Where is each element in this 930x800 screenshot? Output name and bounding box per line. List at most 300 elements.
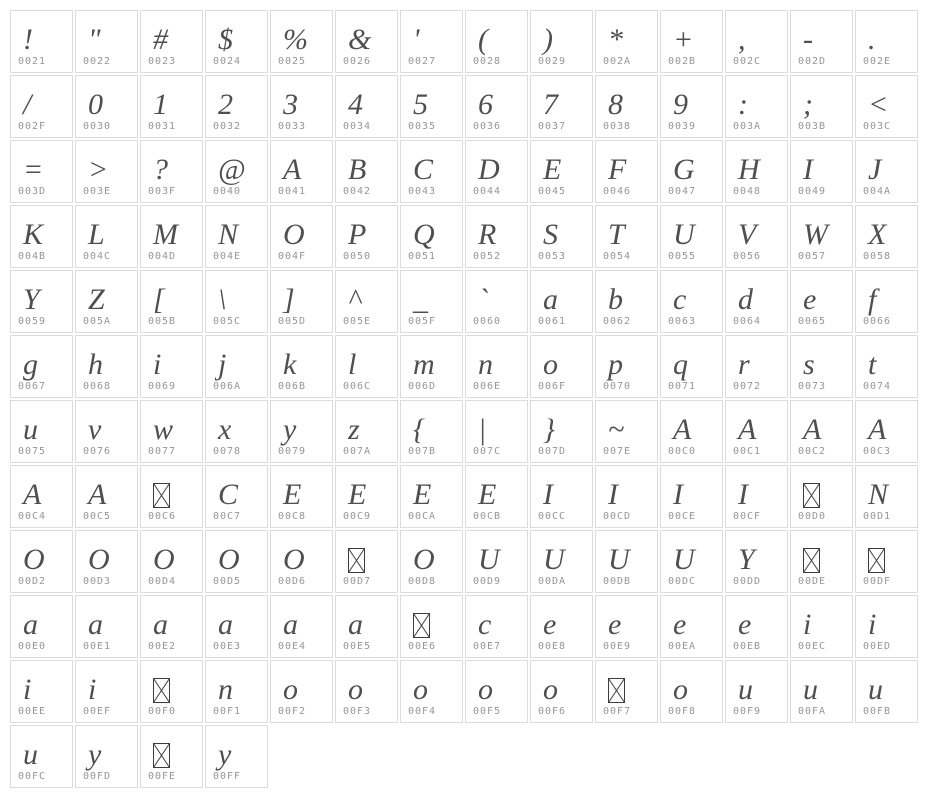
glyph: a (88, 608, 103, 641)
glyph-cell[interactable] (465, 660, 528, 723)
glyph-code: 00E7 (473, 641, 502, 652)
glyph-cell[interactable] (855, 205, 918, 268)
glyph-cell[interactable] (400, 595, 463, 658)
glyph-code: 006D (408, 381, 437, 392)
glyph-cell[interactable] (855, 335, 918, 398)
glyph-code: 00C5 (83, 511, 112, 522)
glyph-cell[interactable] (660, 75, 723, 138)
glyph-cell[interactable] (660, 595, 723, 658)
glyph-cell[interactable] (140, 660, 203, 723)
glyph-cell[interactable] (335, 400, 398, 463)
glyph-cell[interactable] (270, 465, 333, 528)
glyph-cell[interactable] (10, 400, 73, 463)
glyph-area (466, 11, 527, 55)
glyph-area (661, 401, 722, 445)
glyph-cell[interactable] (595, 595, 658, 658)
glyph-cell[interactable] (660, 530, 723, 593)
glyph-area (661, 141, 722, 185)
glyph-cell[interactable] (595, 335, 658, 398)
glyph-area (141, 271, 202, 315)
glyph-cell[interactable] (595, 660, 658, 723)
glyph-cell[interactable] (205, 465, 268, 528)
glyph-cell[interactable] (75, 400, 138, 463)
glyph-area (596, 466, 657, 510)
glyph: j (218, 348, 227, 381)
glyph-cell[interactable] (530, 335, 593, 398)
glyph-cell[interactable] (140, 205, 203, 268)
glyph: r (738, 348, 750, 381)
glyph-cell[interactable] (205, 205, 268, 268)
glyph-cell[interactable] (465, 595, 528, 658)
glyph: y (283, 413, 297, 446)
glyph-cell[interactable] (790, 530, 853, 593)
glyph-code: 00DA (538, 576, 567, 587)
glyph-area (336, 661, 397, 705)
glyph-cell[interactable] (205, 75, 268, 138)
glyph-area (791, 466, 852, 510)
glyph-cell[interactable] (335, 270, 398, 333)
glyph-cell[interactable] (270, 205, 333, 268)
glyph-area (661, 11, 722, 55)
glyph-code: 0033 (278, 121, 307, 132)
glyph: U (673, 543, 695, 576)
glyph-cell[interactable] (335, 75, 398, 138)
glyph: 8 (608, 88, 623, 121)
glyph: C (413, 153, 434, 186)
glyph: . (868, 23, 876, 56)
glyph-code: 0037 (538, 121, 567, 132)
glyph-code: 0030 (83, 121, 112, 132)
glyph-cell[interactable] (790, 660, 853, 723)
glyph-code: 005C (213, 316, 242, 327)
glyph-area (726, 206, 787, 250)
glyph-area (76, 726, 137, 770)
glyph-area (206, 661, 267, 705)
glyph-cell[interactable] (140, 465, 203, 528)
glyph-cell[interactable] (205, 725, 268, 788)
glyph-cell[interactable] (595, 530, 658, 593)
glyph-code: 002D (798, 56, 827, 67)
glyph-code: 0063 (668, 316, 697, 327)
glyph: k (283, 348, 297, 381)
glyph-code: 005F (408, 316, 437, 327)
glyph-cell[interactable] (465, 205, 528, 268)
glyph-code: 0023 (148, 56, 177, 67)
glyph-cell[interactable] (400, 75, 463, 138)
glyph-cell[interactable] (205, 335, 268, 398)
glyph-cell[interactable] (725, 335, 788, 398)
glyph-code: 0040 (213, 186, 242, 197)
glyph-code: 00FC (18, 771, 47, 782)
glyph-cell[interactable] (725, 660, 788, 723)
glyph-code: 0044 (473, 186, 502, 197)
glyph-code: 00F1 (213, 706, 242, 717)
glyph-area (76, 466, 137, 510)
glyph-cell[interactable] (75, 335, 138, 398)
glyph-cell[interactable] (10, 725, 73, 788)
glyph: E (543, 153, 562, 186)
glyph-cell[interactable] (335, 465, 398, 528)
glyph-area (336, 531, 397, 575)
glyph-area (11, 11, 72, 55)
glyph-code: 0039 (668, 121, 697, 132)
glyph-cell[interactable] (140, 335, 203, 398)
glyph: 3 (283, 88, 298, 121)
glyph-cell[interactable] (140, 530, 203, 593)
glyph-area (856, 11, 917, 55)
glyph-cell[interactable] (530, 270, 593, 333)
glyph-cell[interactable] (10, 205, 73, 268)
glyph-cell[interactable] (595, 140, 658, 203)
glyph-cell[interactable] (140, 270, 203, 333)
glyph-area (726, 531, 787, 575)
glyph-cell[interactable] (530, 205, 593, 268)
glyph-cell[interactable] (595, 75, 658, 138)
glyph-cell[interactable] (10, 465, 73, 528)
glyph: N (868, 478, 889, 511)
glyph-cell[interactable] (335, 205, 398, 268)
glyph-cell[interactable] (725, 400, 788, 463)
glyph-area (531, 76, 592, 120)
glyph-cell[interactable] (10, 335, 73, 398)
glyph: o (543, 348, 558, 381)
glyph-cell[interactable] (400, 660, 463, 723)
glyph: U (608, 543, 630, 576)
glyph-cell[interactable] (725, 270, 788, 333)
glyph-area (856, 661, 917, 705)
glyph-cell[interactable] (660, 400, 723, 463)
glyph-cell[interactable] (10, 530, 73, 593)
glyph: i (153, 348, 162, 381)
glyph-cell[interactable] (75, 660, 138, 723)
glyph-cell[interactable] (75, 595, 138, 658)
glyph-cell[interactable] (595, 10, 658, 73)
glyph-cell[interactable] (205, 10, 268, 73)
glyph-cell[interactable] (660, 660, 723, 723)
glyph-cell[interactable] (660, 270, 723, 333)
glyph-area (466, 661, 527, 705)
glyph: % (283, 23, 308, 56)
glyph-cell[interactable] (335, 10, 398, 73)
glyph-code: 006A (213, 381, 242, 392)
glyph-code: 003C (863, 121, 892, 132)
glyph-cell[interactable] (595, 205, 658, 268)
missing-glyph-box-icon (803, 483, 820, 508)
glyph-area (271, 206, 332, 250)
glyph-area (206, 531, 267, 575)
glyph-code: 006F (538, 381, 567, 392)
glyph: F (608, 153, 627, 186)
glyph-cell[interactable] (400, 530, 463, 593)
glyph-code: 0032 (213, 121, 242, 132)
glyph-area (531, 206, 592, 250)
glyph-cell[interactable] (725, 75, 788, 138)
glyph-cell[interactable] (790, 270, 853, 333)
glyph-cell[interactable] (400, 10, 463, 73)
glyph: 6 (478, 88, 493, 121)
glyph-cell[interactable] (205, 400, 268, 463)
glyph-cell[interactable] (400, 270, 463, 333)
glyph-area (596, 661, 657, 705)
glyph-cell[interactable] (270, 270, 333, 333)
glyph-cell[interactable] (400, 400, 463, 463)
glyph-code: 00C3 (863, 446, 892, 457)
glyph-cell[interactable] (270, 400, 333, 463)
glyph-cell[interactable] (140, 725, 203, 788)
glyph-cell[interactable] (10, 660, 73, 723)
glyph-code: 0067 (18, 381, 47, 392)
glyph-cell[interactable] (140, 75, 203, 138)
glyph-cell[interactable] (270, 595, 333, 658)
glyph-cell[interactable] (855, 400, 918, 463)
glyph: ) (543, 23, 553, 56)
glyph: D (478, 153, 500, 186)
glyph-area (401, 271, 462, 315)
glyph-area (401, 531, 462, 575)
glyph: O (283, 543, 305, 576)
glyph-code: 00C2 (798, 446, 827, 457)
glyph-cell[interactable] (660, 10, 723, 73)
glyph-code: 0058 (863, 251, 892, 262)
glyph-cell[interactable] (725, 205, 788, 268)
glyph-cell[interactable] (400, 205, 463, 268)
glyph-cell[interactable] (660, 465, 723, 528)
glyph: O (283, 218, 305, 251)
glyph-cell[interactable] (140, 140, 203, 203)
glyph: a (348, 608, 363, 641)
glyph-area (206, 271, 267, 315)
glyph-cell[interactable] (205, 530, 268, 593)
glyph-code: 007E (603, 446, 632, 457)
glyph: A (738, 413, 757, 446)
glyph-cell[interactable] (270, 530, 333, 593)
glyph-code: 00FA (798, 706, 827, 717)
glyph-cell[interactable] (270, 335, 333, 398)
glyph: ? (153, 153, 168, 186)
glyph-cell[interactable] (75, 465, 138, 528)
glyph: d (738, 283, 753, 316)
glyph: ' (413, 23, 420, 56)
glyph-cell[interactable] (10, 140, 73, 203)
glyph-code: 007A (343, 446, 372, 457)
glyph: Z (88, 283, 105, 316)
glyph-cell[interactable] (270, 660, 333, 723)
glyph-cell[interactable] (465, 400, 528, 463)
glyph-cell[interactable] (10, 270, 73, 333)
glyph-cell[interactable] (400, 465, 463, 528)
glyph-cell[interactable] (335, 140, 398, 203)
glyph-cell[interactable] (595, 270, 658, 333)
glyph-cell[interactable] (270, 10, 333, 73)
glyph-area (856, 76, 917, 120)
glyph-cell[interactable] (465, 270, 528, 333)
glyph-code: 0069 (148, 381, 177, 392)
glyph-area (531, 596, 592, 640)
glyph-cell[interactable] (855, 530, 918, 593)
glyph-cell[interactable] (75, 270, 138, 333)
glyph-area (596, 401, 657, 445)
glyph: p (608, 348, 623, 381)
glyph-area (206, 141, 267, 185)
glyph: A (88, 478, 107, 511)
glyph-cell[interactable] (855, 465, 918, 528)
glyph-cell[interactable] (790, 75, 853, 138)
glyph-cell[interactable] (530, 400, 593, 463)
glyph-code: 007C (473, 446, 502, 457)
glyph-cell[interactable] (855, 270, 918, 333)
glyph-cell[interactable] (465, 75, 528, 138)
glyph-code: 00C0 (668, 446, 697, 457)
glyph: U (543, 543, 565, 576)
glyph: i (868, 608, 877, 641)
glyph: O (413, 543, 435, 576)
glyph-code: 0027 (408, 56, 437, 67)
glyph-cell[interactable] (335, 335, 398, 398)
glyph-cell[interactable] (10, 10, 73, 73)
glyph: n (218, 673, 233, 706)
glyph: u (738, 673, 753, 706)
glyph-cell[interactable] (75, 75, 138, 138)
glyph-cell[interactable] (725, 595, 788, 658)
glyph-area (401, 596, 462, 640)
glyph: o (673, 673, 688, 706)
glyph-code: 00DB (603, 576, 632, 587)
glyph-cell[interactable] (660, 335, 723, 398)
glyph-cell[interactable] (270, 140, 333, 203)
glyph-cell[interactable] (595, 465, 658, 528)
glyph-area (141, 466, 202, 510)
glyph: a (23, 608, 38, 641)
glyph-area (856, 531, 917, 575)
glyph-code: 00CD (603, 511, 632, 522)
glyph-cell[interactable] (140, 10, 203, 73)
glyph-cell[interactable] (465, 530, 528, 593)
glyph-cell[interactable] (790, 400, 853, 463)
glyph-cell[interactable] (660, 205, 723, 268)
glyph: O (23, 543, 45, 576)
glyph-cell[interactable] (660, 140, 723, 203)
glyph: o (283, 673, 298, 706)
glyph-cell[interactable] (790, 140, 853, 203)
glyph-cell[interactable] (205, 270, 268, 333)
glyph-cell[interactable] (790, 335, 853, 398)
glyph: : (738, 88, 748, 121)
glyph-code: 0064 (733, 316, 762, 327)
glyph-area (401, 141, 462, 185)
glyph-area (336, 336, 397, 380)
glyph-area (271, 596, 332, 640)
glyph-cell[interactable] (530, 530, 593, 593)
glyph-cell[interactable] (400, 335, 463, 398)
glyph-cell[interactable] (530, 140, 593, 203)
glyph-area (206, 336, 267, 380)
glyph-code: 00D2 (18, 576, 47, 587)
glyph-cell[interactable] (465, 140, 528, 203)
glyph-area (726, 401, 787, 445)
glyph-code: 0056 (733, 251, 762, 262)
glyph: g (23, 348, 38, 381)
glyph-area (531, 141, 592, 185)
glyph-cell[interactable] (530, 595, 593, 658)
glyph: G (673, 153, 695, 186)
glyph-area (661, 206, 722, 250)
glyph-cell[interactable] (335, 595, 398, 658)
glyph: o (348, 673, 363, 706)
glyph-cell[interactable] (400, 140, 463, 203)
glyph-cell[interactable] (205, 140, 268, 203)
glyph: u (23, 413, 38, 446)
glyph-cell[interactable] (530, 75, 593, 138)
glyph-cell[interactable] (855, 75, 918, 138)
glyph-cell[interactable] (75, 10, 138, 73)
glyph-cell[interactable] (10, 595, 73, 658)
glyph-cell[interactable] (790, 595, 853, 658)
glyph-cell[interactable] (725, 140, 788, 203)
glyph-area (856, 401, 917, 445)
glyph-code: 00CB (473, 511, 502, 522)
glyph-area (141, 401, 202, 445)
glyph-cell[interactable] (595, 400, 658, 463)
glyph-code: 00ED (863, 641, 892, 652)
glyph-cell[interactable] (205, 660, 268, 723)
glyph-cell[interactable] (270, 75, 333, 138)
glyph-area (76, 336, 137, 380)
glyph-area (401, 401, 462, 445)
glyph-cell[interactable] (855, 595, 918, 658)
glyph-cell[interactable] (335, 530, 398, 593)
glyph-area (141, 661, 202, 705)
glyph-cell[interactable] (790, 465, 853, 528)
glyph-cell[interactable] (335, 660, 398, 723)
glyph-cell[interactable] (75, 205, 138, 268)
glyph-cell[interactable] (140, 400, 203, 463)
glyph: E (478, 478, 497, 511)
glyph-area (141, 596, 202, 640)
glyph-cell[interactable] (855, 140, 918, 203)
glyph-code: 0079 (278, 446, 307, 457)
glyph: $ (218, 23, 233, 56)
glyph-cell[interactable] (465, 335, 528, 398)
glyph-cell[interactable] (530, 660, 593, 723)
glyph: q (673, 348, 688, 381)
glyph-cell[interactable] (75, 725, 138, 788)
glyph-cell[interactable] (465, 465, 528, 528)
glyph-code: 00D3 (83, 576, 112, 587)
glyph-cell[interactable] (725, 465, 788, 528)
glyph-cell[interactable] (530, 465, 593, 528)
glyph-cell[interactable] (465, 10, 528, 73)
glyph-cell[interactable] (530, 10, 593, 73)
glyph-cell[interactable] (140, 595, 203, 658)
glyph-cell[interactable] (725, 10, 788, 73)
glyph-cell[interactable] (725, 530, 788, 593)
glyph-area (661, 76, 722, 120)
glyph: I (673, 478, 683, 511)
glyph: 4 (348, 88, 363, 121)
glyph-cell[interactable] (790, 10, 853, 73)
glyph-area (596, 206, 657, 250)
glyph-cell[interactable] (10, 75, 73, 138)
glyph-cell[interactable] (75, 530, 138, 593)
glyph-cell[interactable] (855, 10, 918, 73)
glyph-cell[interactable] (205, 595, 268, 658)
glyph-area (726, 466, 787, 510)
glyph-code: 003A (733, 121, 762, 132)
glyph-area (271, 531, 332, 575)
glyph-cell[interactable] (855, 660, 918, 723)
glyph-cell[interactable] (75, 140, 138, 203)
glyph-cell[interactable] (790, 205, 853, 268)
